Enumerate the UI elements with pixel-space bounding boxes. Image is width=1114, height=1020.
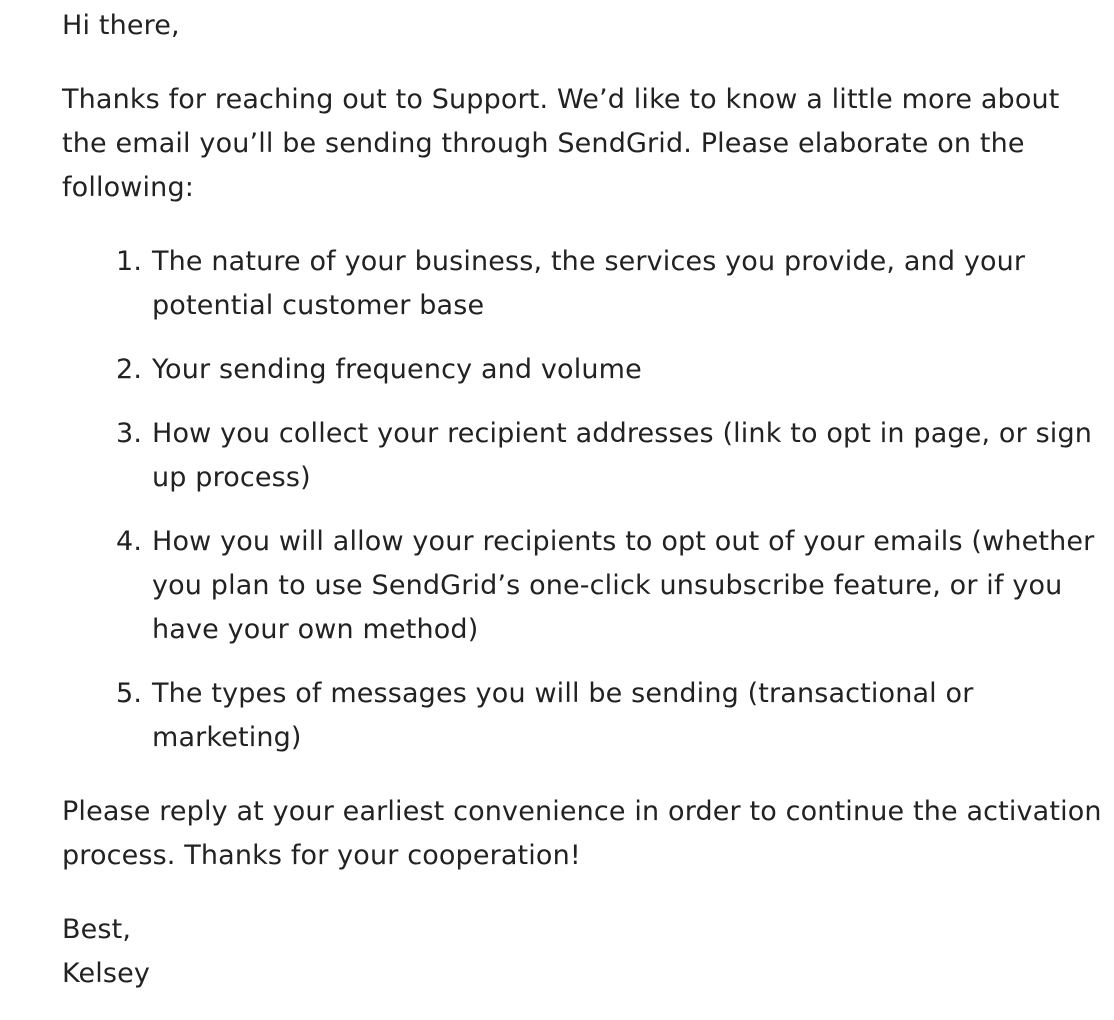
question-number: 2. (116, 354, 143, 385)
question-number: 4. (116, 526, 143, 557)
question-item (62, 672, 1102, 760)
email-intro: Thanks for reaching out to Support. We’d like to know a little more about the email you’ll be sending through SendGrid. Please elaborate on the following: (62, 84, 1060, 203)
question-text: The nature of your business, the services you provide, and your potential customer base (152, 246, 1026, 321)
question-list (62, 240, 1102, 760)
question-text: How you collect your recipient addresses (link to opt in page, or sign up process) (152, 418, 1092, 493)
question-text: Your sending frequency and volume (152, 354, 642, 385)
email-greeting: Hi there, (62, 10, 180, 41)
question-text: The types of messages you will be sending (transactional or marketing) (152, 678, 974, 753)
email-signature: Kelsey (62, 958, 151, 989)
email-closing: Please reply at your earliest convenience in order to continue the activation process. Thanks for your cooperation! (62, 796, 1102, 871)
email-signoff: Best, (62, 914, 132, 945)
question-number: 5. (116, 678, 143, 709)
question-item (62, 520, 1102, 652)
question-item (62, 240, 1102, 328)
question-item (62, 412, 1102, 500)
question-item (62, 348, 1102, 392)
question-number: 1. (116, 246, 143, 277)
question-text: How you will allow your recipients to opt out of your emails (whether you plan to use SendGrid’s one-click unsubscribe feature, or if you have your own method) (152, 526, 1095, 645)
question-number: 3. (116, 418, 143, 449)
email-body (62, 4, 1102, 996)
